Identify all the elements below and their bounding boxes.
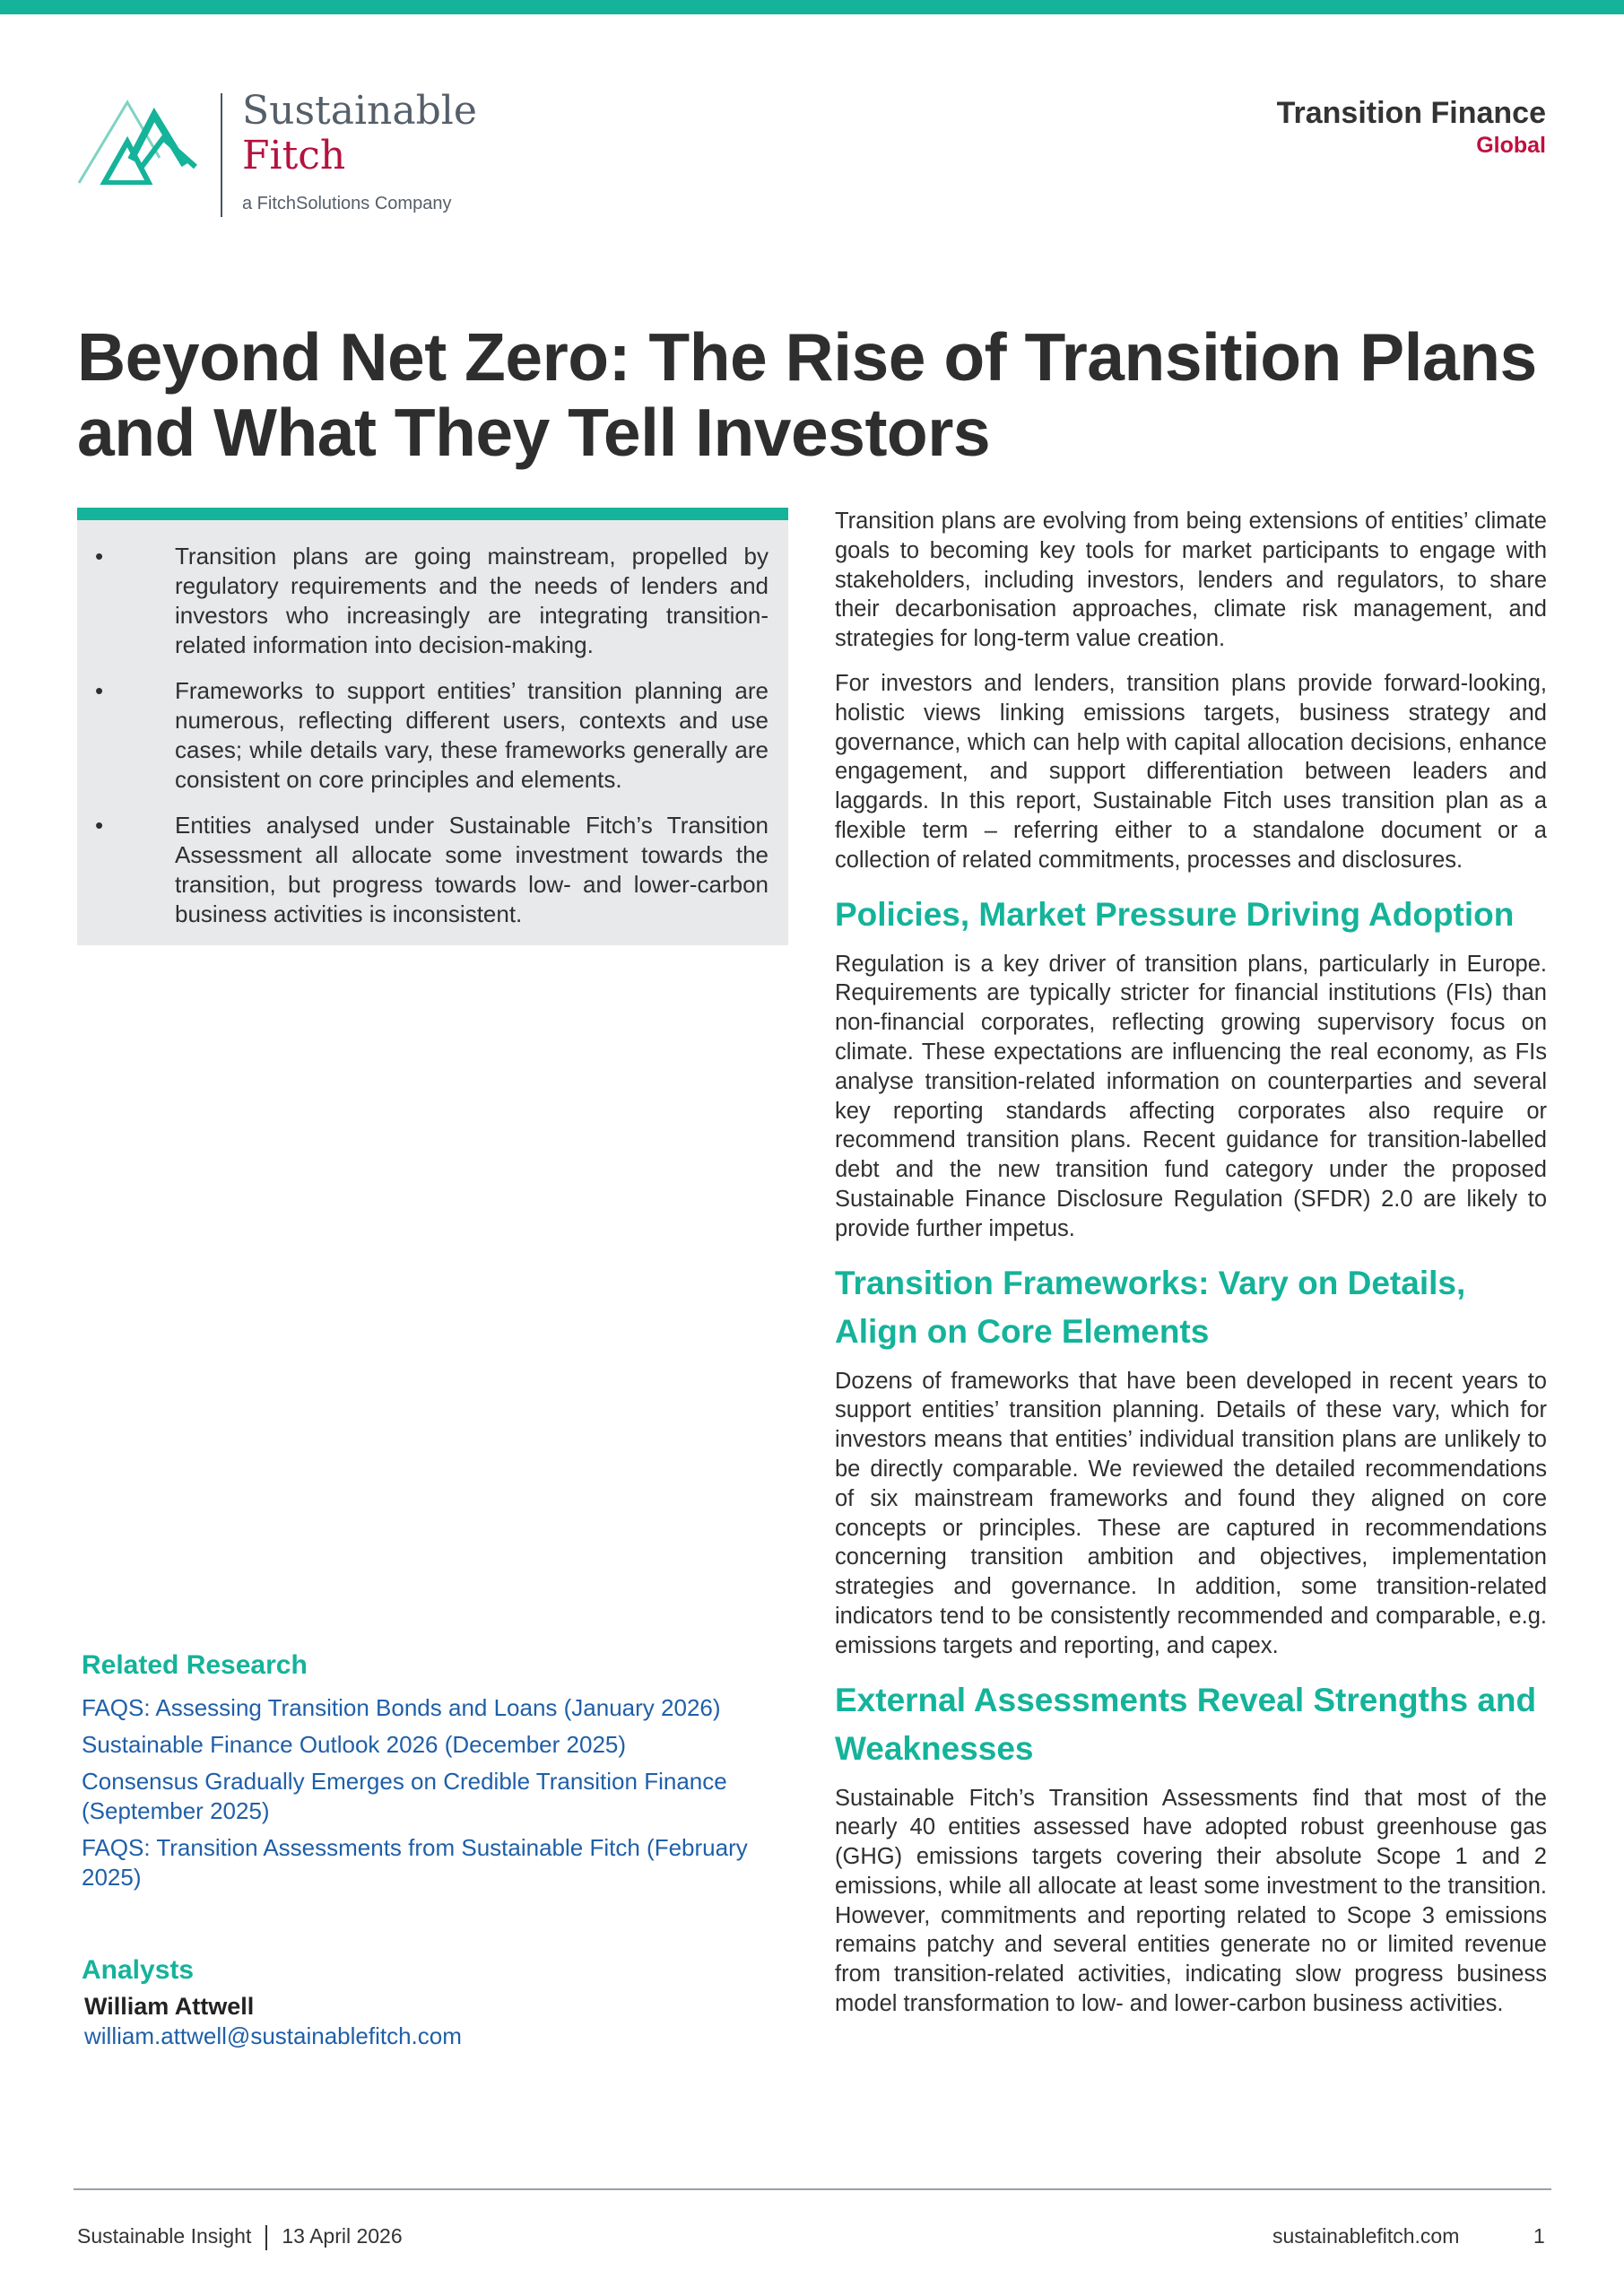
key-point-item [77, 542, 769, 660]
page-number: 1 [1533, 2224, 1545, 2248]
analysts-heading: Analysts [82, 1955, 195, 1985]
related-research-link[interactable]: FAQS: Transition Assessments from Sustainable Fitch (February 2025) [82, 1834, 748, 1891]
logo-divider [221, 93, 222, 217]
logo-wordmark-sustainable: Sustainable [242, 88, 477, 134]
section-paragraph: Regulation is a key driver of transition plans, particularly in Europe. Requirements are typically stricter for financial institutions (FIs) than non-financial corporates, reflecting growing supervisory focus on climate. These expectations are influencing the real economy, as FIs analyse transition-related information on counterparties and several key reporting standards affecting corporates also require or recommend transition plans. Recent guidance for transition-labelled debt and the new transition fund category under the proposed Sustainable Finance Disclosure Regulation (SFDR) 2.0 are likely to provide further impetus. [835, 951, 1547, 1241]
section-paragraph: Dozens of frameworks that have been developed in recent years to support entities’ transition planning. Details of these vary, which for investors means that entities’ individual transition plans are unlikely to be directly comparable. We reviewed the detailed recommendations of six mainstream frameworks and found they aligned on core concepts or principles. These are captured in recommendations concerning transition ambition and objectives, implementation strategies and governance. In addition, some transition-related indicators tend to be consistently recommended and comparable, e.g. emissions targets and reporting, and capex. [835, 1368, 1547, 1658]
bullet-icon: • [95, 812, 104, 839]
mountain-logo-icon [77, 95, 203, 185]
key-points-box [77, 508, 788, 945]
region-label: Global [1476, 132, 1546, 158]
key-point-text: Transition plans are going mainstream, propelled by regulatory requirements and the needs of lenders and investors who increasingly are integrating transition-related information into decision-making. [175, 543, 769, 658]
bullet-icon: • [95, 677, 104, 704]
analysts-block [82, 1953, 790, 2051]
section-heading: Policies, Market Pressure Driving Adoption [835, 895, 1515, 933]
related-research-heading: Related Research [82, 1650, 308, 1680]
intro-paragraph: Transition plans are evolving from being extensions of entities’ climate goals to becoming key tools for market participants to engage with stakeholders, including investors, lenders and regulators, to share their decarbonisation approaches, climate risk management, and strategies for long-term value creation. [835, 509, 1547, 652]
related-research-link[interactable]: Consensus Gradually Emerges on Credible Transition Finance (September 2025) [82, 1768, 727, 1824]
logo-wordmark-fitch: Fitch [242, 133, 346, 178]
analyst-name: William Attwell [84, 1993, 255, 2020]
section-heading: External Assessments Reveal Strengths and Weaknesses [835, 1681, 1537, 1767]
section-heading: Transition Frameworks: Vary on Details, Align on Core Elements [835, 1264, 1466, 1350]
sustainable-fitch-logo[interactable] [77, 88, 477, 224]
key-points-list [77, 520, 788, 929]
key-point-item [77, 676, 769, 795]
footer-separator [265, 2225, 267, 2250]
report-body [835, 507, 1547, 2034]
related-research-link[interactable]: Sustainable Finance Outlook 2026 (December 2025) [82, 1731, 627, 1758]
section-paragraph: Sustainable Fitch’s Transition Assessments find that most of the nearly 40 entities assessed have adopted robust greenhouse gas (GHG) emissions targets covering their absolute Scope 1 and 2 emissions, while all allocate at least some investment to the transition. However, commitments and reporting related to Scope 3 emissions remains patchy and several entities generate no or limited revenue from transition-related activities, indicating slow progress business model transformation to low- and lower-carbon business activities. [835, 1785, 1547, 2017]
report-category [1277, 95, 1546, 160]
logo-tagline: a FitchSolutions Company [242, 194, 452, 213]
key-point-text: Entities analysed under Sustainable Fitch’s Transition Assessment all allocate some investment towards the transition, but progress towards low- and lower-carbon business activities is inconsistent. [175, 812, 769, 927]
top-accent-bar [0, 0, 1624, 14]
report-title: Beyond Net Zero: The Rise of Transition Plans and What They Tell Investors [77, 319, 1537, 470]
publication-name: Sustainable Insight [77, 2224, 252, 2248]
intro-paragraph: For investors and lenders, transition plans provide forward-looking, holistic views linking emissions targets, business strategy and governance, which can help with capital allocation decisions, enhance engagement, and support differentiation between leaders and laggards. In this report, Sustainable Fitch uses transition plan as a flexible term – referring either to a standalone document or a collection of related commitments, processes and disclosures. [835, 670, 1547, 873]
sector-title: Transition Finance [1276, 96, 1546, 130]
publication-date: 13 April 2026 [282, 2224, 403, 2248]
related-research-link[interactable]: FAQS: Assessing Transition Bonds and Loans (January 2026) [82, 1694, 721, 1721]
footer-website[interactable]: sustainablefitch.com [1272, 2224, 1460, 2248]
footer-publication-info [77, 2224, 403, 2250]
key-point-text: Frameworks to support entities’ transition planning are numerous, reflecting different users, contexts and use cases; while details vary, these frameworks generally are consistent on core principles and elements. [175, 677, 769, 793]
footer-divider [74, 2188, 1551, 2190]
bullet-icon: • [95, 543, 104, 570]
key-point-item [77, 811, 769, 929]
related-research [82, 1648, 790, 1900]
analyst-email-link[interactable]: william.attwell@sustainablefitch.com [84, 2022, 462, 2049]
